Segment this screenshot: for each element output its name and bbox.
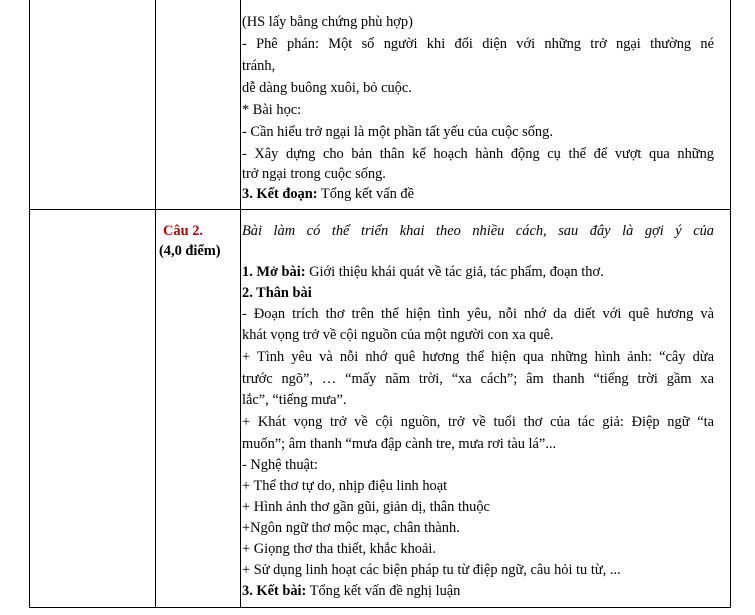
table-border-left bbox=[29, 0, 30, 608]
ket-bai-line bbox=[242, 581, 460, 601]
table-border-col1 bbox=[155, 0, 156, 608]
text-line: tránh, bbox=[242, 58, 276, 74]
text-line: trước ngõ”, … “mấy năm trời, “xa cách”; âm thanh “tiếng trời gầm xa bbox=[242, 371, 714, 387]
text-line: + Hình ảnh thơ gần gũi, giản dị, thân thuộc bbox=[242, 499, 490, 515]
ket-doan-label: 3. Kết đoạn: bbox=[242, 186, 318, 202]
text-line: + Giọng thơ tha thiết, khắc khoải. bbox=[242, 541, 436, 557]
mo-bai-line bbox=[242, 262, 604, 282]
text-line: - Đoạn trích thơ trên thể hiện tình yêu, nỗi nhớ da diết với quê hương và bbox=[242, 306, 714, 322]
text-line: khát vọng trở về cội nguồn của một người con xa quê. bbox=[242, 327, 554, 343]
ket-doan-line bbox=[242, 184, 414, 204]
text-line: - Phê phán: Một số người khi đối diện với những trở ngại thường né bbox=[242, 36, 714, 52]
text-line: * Bài học: bbox=[242, 102, 302, 118]
intro-line: Bài làm có thể triển khai theo nhiều cách, sau đây là gợi ý của bbox=[242, 223, 714, 239]
answer-table bbox=[29, 0, 731, 608]
than-bai-heading: 2. Thân bài bbox=[242, 285, 312, 301]
ket-bai-label: 3. Kết bài: bbox=[242, 583, 307, 599]
table-border-col2 bbox=[240, 0, 241, 608]
text-line: trở ngại trong cuộc sống. bbox=[242, 166, 386, 182]
text-line: + Tình yêu và nỗi nhớ quê hương thể hiện qua những hình ảnh: “cây dừa bbox=[242, 349, 714, 365]
row1-content-cell bbox=[242, 0, 722, 209]
question-label: Câu 2. bbox=[163, 223, 203, 239]
text-line: +Ngôn ngữ thơ mộc mạc, chân thành. bbox=[242, 520, 460, 536]
mo-bai-label: 1. Mở bài: bbox=[242, 264, 306, 280]
text-line: + Khát vọng trở về cội nguồn, trở về tuổi thơ của tác giả: Điệp ngữ “ta bbox=[242, 414, 714, 430]
text-line: - Xây dựng cho bản thân kế hoạch hành động cụ thể để vượt qua những bbox=[242, 146, 714, 162]
row2-content-cell bbox=[242, 210, 722, 607]
table-border-bottom bbox=[29, 607, 731, 608]
text-line: - Cần hiểu trở ngại là một phần tất yếu của cuộc sống. bbox=[242, 124, 553, 140]
text-line: + Thể thơ tự do, nhịp điệu linh hoạt bbox=[242, 478, 448, 494]
question-points: (4,0 điểm) bbox=[159, 243, 221, 259]
text-line: lắc”, “tiếng mưa”. bbox=[242, 392, 347, 408]
text-line: dễ dàng buông xuôi, bỏ cuộc. bbox=[242, 80, 412, 96]
mo-bai-text: Giới thiệu khái quát về tác giả, tác phẩm, đoạn thơ. bbox=[305, 264, 604, 280]
text-line: (HS lấy bằng chứng phù hợp) bbox=[242, 14, 413, 30]
ket-bai-text: Tổng kết vấn đề nghị luận bbox=[306, 583, 461, 599]
text-line: muốn”; âm thanh “mưa đập cành tre, mưa rơi tàu lá”... bbox=[242, 436, 557, 452]
text-line: - Nghệ thuật: bbox=[242, 457, 318, 473]
ket-doan-text: Tổng kết vấn đề bbox=[317, 186, 415, 202]
table-border-right bbox=[730, 0, 731, 608]
text-line: + Sử dụng linh hoạt các biện pháp tu từ điệp ngữ, câu hỏi tu từ, ... bbox=[242, 562, 621, 578]
